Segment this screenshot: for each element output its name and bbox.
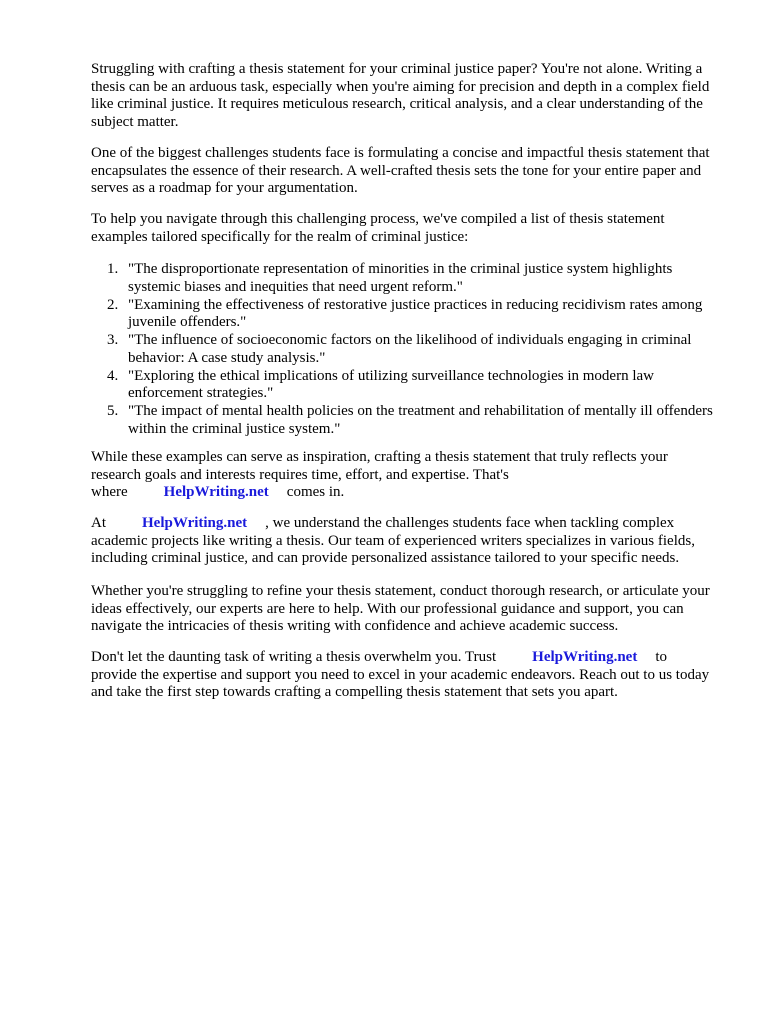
challenge-paragraph: One of the biggest challenges students face is formulating a concise and impactful thesis statement that encapsulates the essence of their research. A well-crafted thesis sets the tone for your entire paper and serves as a roadmap for your argumentation. [91, 145, 710, 196]
helpwriting-link[interactable]: HelpWriting.net [163, 484, 269, 500]
list-item [91, 332, 716, 367]
closing-text-start: Don't let the daunting task of writing a thesis overwhelm you. Trust [91, 649, 497, 665]
list-item-number: 2. [107, 296, 119, 313]
list-item-number: 4. [107, 367, 119, 384]
list-item-text: "Examining the effectiveness of restorative justice practices in reducing recidivism rates among juvenile offenders." [128, 296, 703, 330]
inspiration-text-end: comes in. [286, 484, 345, 500]
list-item-text: "The disproportionate representation of minorities in the criminal justice system highlights systemic biases and inequities that need urgent reform." [128, 261, 673, 295]
list-item [91, 261, 716, 296]
closing-paragraph [91, 649, 716, 702]
list-item [91, 297, 716, 332]
inspiration-text: While these examples can serve as inspiration, crafting a thesis statement that truly reflects your research goals and interests requires time, effort, and expertise. That's where [91, 449, 668, 500]
list-item-number: 3. [107, 332, 119, 348]
intro-paragraph: Struggling with crafting a thesis statement for your criminal justice paper? You're not alone. Writing a thesis can be an arduous task, especially when you're aiming for precision and depth in a complex field like criminal justice. It requires meticulous research, critical analysis, and a clear understanding of the subject matter. [91, 61, 710, 130]
list-item-text: "Exploring the ethical implications of utilizing surveillance technologies in modern law enforcement strategies." [128, 367, 654, 401]
list-item [91, 368, 716, 403]
list-item-text: "The influence of socioeconomic factors on the likelihood of individuals engaging in criminal behavior: A case study analysis." [128, 332, 692, 366]
about-text-start: At [91, 515, 106, 531]
list-item-number: 5. [107, 403, 119, 419]
list-item-number: 1. [107, 261, 119, 277]
list-item-text: "The impact of mental health policies on the treatment and rehabilitation of mentally ill offenders within the criminal justice system." [128, 403, 713, 437]
closing-text: to provide the expertise and support you need to excel in your academic endeavors. Reach out to us today and take the first step towards crafting a compelling thesis statement that sets you apart. [91, 649, 710, 700]
thesis-examples-list [91, 261, 716, 439]
support-paragraph: Whether you're struggling to refine your thesis statement, conduct thorough research, or articulate your ideas effectively, our experts are here to help. With our professional guidance and support, you can navigate the intricacies of thesis writing with confidence and achieve academic success. [91, 583, 710, 634]
helpwriting-link[interactable]: HelpWriting.net [532, 649, 638, 665]
about-paragraph [91, 515, 716, 568]
about-text: , we understand the challenges students face when tackling complex academic projects like writing a thesis. Our team of experienced writers specializes in various fields, including criminal justice, and can provide personalized assistance tailored to your specific needs. [91, 515, 695, 566]
inspiration-paragraph [91, 449, 716, 502]
examples-intro-paragraph: To help you navigate through this challenging process, we've compiled a list of thesis statement examples tailored specifically for the realm of criminal justice: [91, 211, 665, 245]
list-item [91, 403, 716, 438]
helpwriting-link[interactable]: HelpWriting.net [142, 515, 248, 531]
